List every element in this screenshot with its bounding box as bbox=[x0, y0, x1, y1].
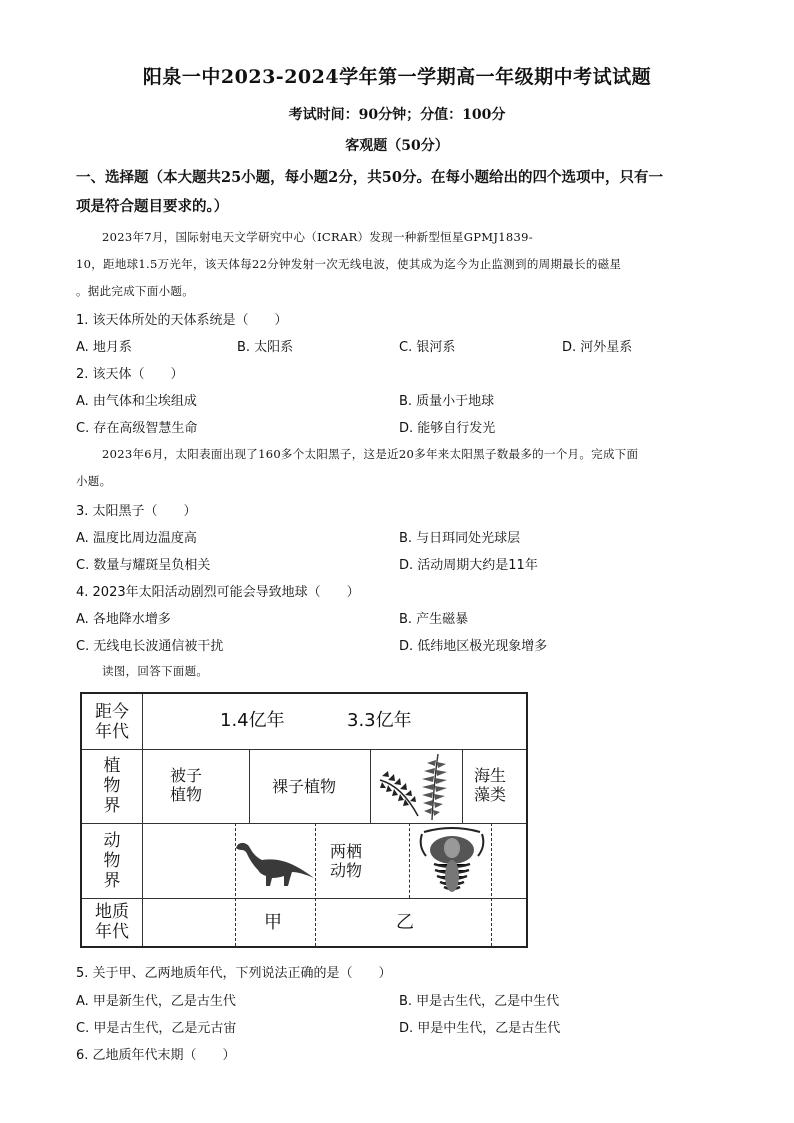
q2-option-d[interactable]: D. 能够自行发光 bbox=[399, 421, 496, 436]
row-head-text: 年代 bbox=[95, 722, 129, 742]
q3-option-d[interactable]: D. 活动周期大约是11年 bbox=[399, 558, 538, 573]
gymnosperm-label: 裸子植物 bbox=[272, 777, 337, 796]
q5-option-c[interactable]: C. 甲是古生代，乙是元古宙 bbox=[76, 1021, 237, 1036]
table-rule bbox=[142, 694, 143, 946]
row-head-text: 地质 bbox=[95, 902, 129, 922]
row-head-text: 动 bbox=[103, 831, 121, 851]
q3-option-c[interactable]: C. 数量与耀斑呈负相关 bbox=[76, 558, 211, 573]
trilobite-icon bbox=[416, 826, 488, 896]
label-line: 两栖 bbox=[330, 842, 363, 861]
label-line: 动物 bbox=[330, 861, 363, 880]
table-rule bbox=[82, 898, 526, 899]
table-rule bbox=[370, 749, 371, 823]
table-dashed-rule bbox=[491, 823, 492, 946]
row-head-text: 界 bbox=[103, 796, 121, 816]
row-head-era bbox=[82, 902, 142, 942]
material1-line3: 。据此完成下面小题。 bbox=[76, 284, 194, 298]
question-3-stem: 3. 太阳黑子（ ） bbox=[76, 504, 197, 519]
row-head-text: 距今 bbox=[95, 702, 129, 722]
q2-option-c[interactable]: C. 存在高级智慧生命 bbox=[76, 421, 198, 436]
row-head-text: 物 bbox=[103, 776, 121, 796]
era-jia-label: 甲 bbox=[264, 912, 282, 933]
q5-option-b[interactable]: B. 甲是古生代，乙是中生代 bbox=[399, 994, 560, 1009]
table-rule bbox=[82, 749, 526, 750]
label-line: 被子 bbox=[170, 766, 203, 785]
q2-option-b[interactable]: B. 质量小于地球 bbox=[399, 394, 495, 409]
q1-option-b[interactable]: B. 太阳系 bbox=[237, 340, 294, 355]
table-rule bbox=[249, 749, 250, 823]
section-heading-line2: 项是符合题目要求的。） bbox=[76, 198, 229, 215]
table-dashed-rule bbox=[409, 823, 410, 898]
question-5-stem: 5. 关于甲、乙两地质年代，下列说法正确的是（ ） bbox=[76, 966, 392, 981]
q1-option-c[interactable]: C. 银河系 bbox=[399, 340, 456, 355]
time-label-3-3: 3.3亿年 bbox=[347, 710, 412, 731]
era-yi-label: 乙 bbox=[396, 912, 414, 933]
exam-title: 阳泉一中2023-2024学年第一学期高一年级期中考试试题 bbox=[142, 66, 652, 88]
question-6-stem: 6. 乙地质年代末期（ ） bbox=[76, 1048, 236, 1063]
material1-line2: 10，距地球1.5万光年，该天体每22分钟发射一次无线电波，使其成为迄今为止监测到的周期最长的磁星 bbox=[76, 257, 622, 271]
q3-option-b[interactable]: B. 与日珥同处光球层 bbox=[399, 531, 521, 546]
q5-option-a[interactable]: A. 甲是新生代，乙是古生代 bbox=[76, 994, 236, 1009]
algae-label bbox=[474, 766, 506, 804]
section-heading-line1: 一、选择题（本大题共25小题，每小题2分，共50分。在每小题给出的四个选项中，只有一 bbox=[76, 169, 663, 186]
question-4-stem: 4. 2023年太阳活动剧烈可能会导致地球（ ） bbox=[76, 585, 360, 600]
fern-icon bbox=[372, 752, 462, 822]
material2-line1: 2023年6月，太阳表面出现了160多个太阳黑子，这是近20多年来太阳黑子数最多的一个月。完成下面 bbox=[102, 447, 639, 461]
row-head-text: 年代 bbox=[95, 922, 129, 942]
geologic-time-figure bbox=[80, 692, 528, 948]
q4-option-c[interactable]: C. 无线电长波通信被干扰 bbox=[76, 639, 224, 654]
dinosaur-icon bbox=[234, 838, 316, 888]
q1-option-a[interactable]: A. 地月系 bbox=[76, 340, 132, 355]
question-2-stem: 2. 该天体（ ） bbox=[76, 367, 184, 382]
part-heading: 客观题（50分） bbox=[345, 138, 449, 154]
question-1-stem: 1. 该天体所处的天体系统是（ ） bbox=[76, 313, 288, 328]
row-head-animal bbox=[82, 831, 142, 891]
material3-line1: 读图，回答下面题。 bbox=[102, 664, 209, 678]
label-line: 海生 bbox=[474, 766, 507, 785]
amphibian-label bbox=[330, 842, 362, 880]
row-head-plant bbox=[82, 756, 142, 816]
table-rule bbox=[82, 823, 526, 824]
time-label-1-4: 1.4亿年 bbox=[220, 710, 285, 731]
label-line: 植物 bbox=[170, 785, 203, 804]
q3-option-a[interactable]: A. 温度比周边温度高 bbox=[76, 531, 197, 546]
row-head-text: 植 bbox=[103, 756, 121, 776]
label-line: 藻类 bbox=[474, 785, 507, 804]
table-rule bbox=[462, 749, 463, 823]
q1-option-d[interactable]: D. 河外星系 bbox=[562, 340, 633, 355]
q4-option-d[interactable]: D. 低纬地区极光现象增多 bbox=[399, 639, 548, 654]
q2-option-a[interactable]: A. 由气体和尘埃组成 bbox=[76, 394, 197, 409]
angiosperm-label bbox=[170, 766, 202, 804]
material1-line1: 2023年7月，国际射电天文学研究中心（ICRAR）发现一种新型恒星GPMJ1839- bbox=[102, 230, 533, 244]
q4-option-b[interactable]: B. 产生磁暴 bbox=[399, 612, 469, 627]
row-head-text: 物 bbox=[103, 851, 121, 871]
row-head-time bbox=[82, 702, 142, 742]
q5-option-d[interactable]: D. 甲是中生代，乙是古生代 bbox=[399, 1021, 561, 1036]
material2-line2: 小题。 bbox=[76, 474, 112, 488]
q4-option-a[interactable]: A. 各地降水增多 bbox=[76, 612, 171, 627]
exam-info: 考试时间：90分钟；分值：100分 bbox=[288, 107, 506, 123]
row-head-text: 界 bbox=[103, 871, 121, 891]
